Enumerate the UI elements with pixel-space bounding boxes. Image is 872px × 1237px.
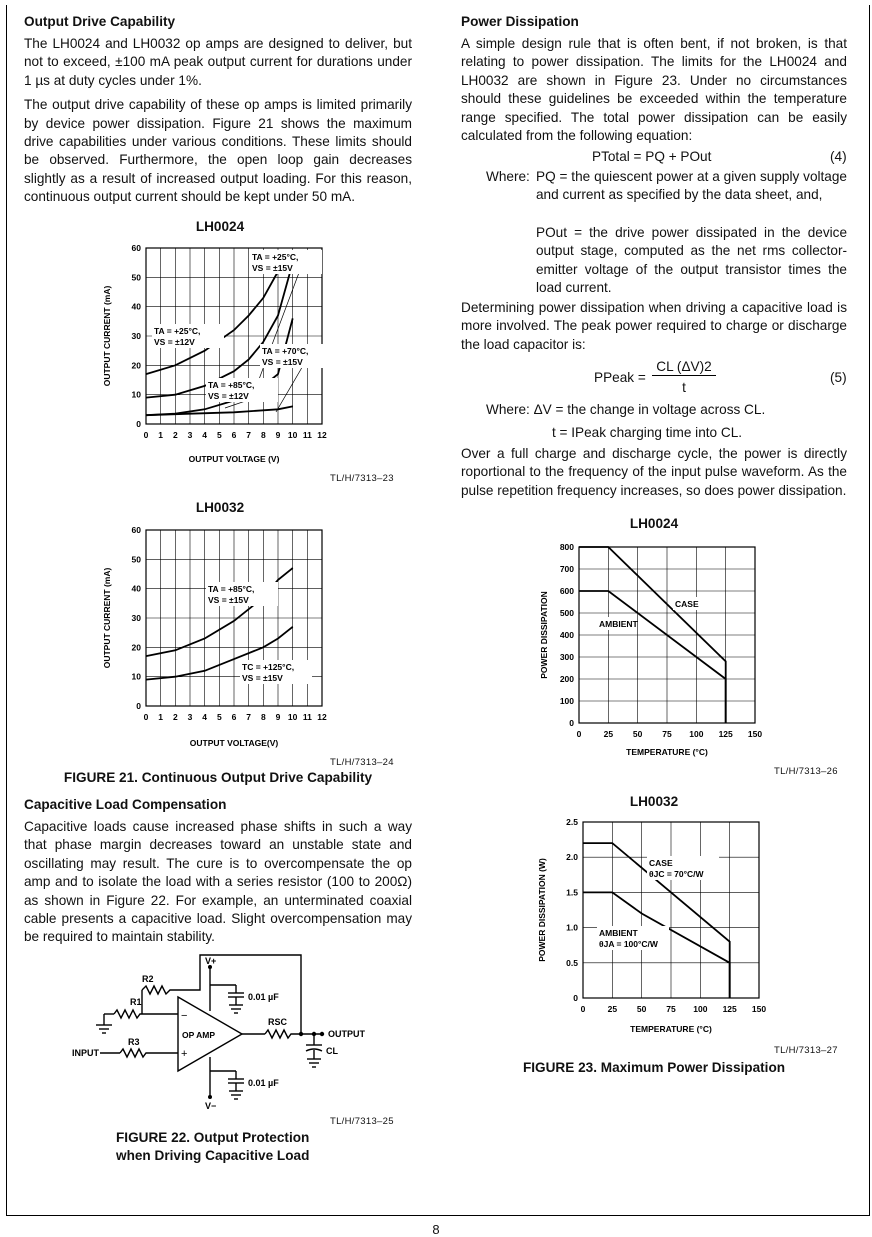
x-tick-label: 10 — [287, 712, 298, 722]
x-tick-label: 2 — [172, 430, 178, 440]
cl-label: CL — [326, 1046, 338, 1056]
figure22-caption-line2: when Driving Capacitive Load — [116, 1148, 310, 1163]
x-axis-label: OUTPUT VOLTAGE (V) — [188, 454, 280, 464]
x-tick-label: 25 — [603, 729, 614, 739]
x-tick-label: 125 — [722, 1004, 737, 1014]
y-tick-label: 2.5 — [566, 817, 578, 827]
power-paragraph-3-wrap — [461, 445, 847, 506]
x-tick-label: 150 — [751, 1004, 767, 1014]
where-label: Where: — [486, 169, 530, 184]
x-tick-label: 12 — [317, 430, 327, 440]
r3-label: R3 — [128, 1037, 140, 1047]
output-label: OUTPUT — [328, 1029, 365, 1039]
x-tick-label: 8 — [260, 712, 266, 722]
y-tick-label: 10 — [131, 389, 141, 400]
y-tick-label: 30 — [131, 613, 141, 623]
output-current-chart-lh0024 — [100, 236, 350, 466]
input-label: INPUT — [72, 1048, 99, 1058]
vminus-label: V− — [205, 1101, 217, 1110]
equation-5-number: (5) — [830, 370, 847, 385]
y-axis-label: POWER DISSIPATION — [539, 591, 549, 679]
chart4-title: LH0032 — [629, 794, 679, 809]
y-tick-label: 0 — [573, 993, 578, 1003]
power-heading: Power Dissipation — [461, 14, 579, 29]
x-tick-label: 100 — [689, 729, 704, 739]
chart3-tl-code: TL/H/7313–26 — [774, 766, 838, 777]
equation-4-number: (4) — [830, 149, 847, 164]
y-tick-label: 60 — [131, 243, 141, 253]
y-tick-label: 20 — [131, 642, 141, 653]
y-tick-label: 50 — [131, 554, 141, 565]
noninverting-sign: + — [181, 1048, 188, 1060]
chart4-tl-code: TL/H/7313–27 — [774, 1045, 838, 1056]
x-tick-label: 1 — [158, 430, 164, 440]
power-paragraph-1: A simple design rule that is often bent, if not broken, is that relating to power dissipation. The limits for the LH0024 and LH0032 are shown in Figure 23. Under no circumstances should these guidelines be exceeded within the temperature range specified. The total power dissipation can be easily calculated from the following equation: — [461, 36, 847, 144]
y-tick-label: 800 — [559, 542, 574, 552]
x-tick-label: 50 — [632, 729, 643, 739]
series-annotation-line1: AMBIENT — [599, 928, 638, 938]
y-tick-label: 200 — [559, 674, 574, 684]
x-tick-label: 5 — [216, 712, 222, 722]
cap-bottom-label: 0.01 µF — [248, 1078, 279, 1088]
chart2-title: LH0032 — [195, 500, 245, 515]
y-tick-label: 20 — [131, 360, 141, 371]
series-annotation-line2: θJA = 100°C/W — [599, 939, 658, 949]
x-tick-label: 1 — [158, 712, 164, 722]
chart2-tl-code: TL/H/7313–24 — [330, 757, 394, 768]
x-tick-label: 3 — [187, 712, 193, 722]
x-tick-label: 9 — [275, 712, 281, 722]
x-tick-label: 0 — [580, 1004, 586, 1014]
y-tick-label: 1.0 — [566, 922, 578, 933]
cap-top-label: 0.01 µF — [248, 992, 279, 1002]
capacitive-heading: Capacitive Load Compensation — [24, 797, 227, 812]
chart-grid — [583, 822, 759, 998]
y-tick-label: 700 — [559, 564, 574, 574]
series-annotation-line1: TA = +85°C, — [208, 584, 255, 594]
y-tick-label: 40 — [131, 301, 141, 312]
output-drive-paragraph-1: The LH0024 and LH0032 op amps are designed to deliver, but not to exceed, ±100 mA peak output current for durations under 1 µs at duty cycles under 1%. — [24, 36, 412, 88]
where-delta-v: Where: ΔV = the change in voltage across CL. — [486, 402, 766, 417]
series-annotation-line2: VS = ±15V — [208, 595, 249, 605]
series-annotation-line1: TA = +25°C, — [252, 252, 299, 262]
x-tick-label: 9 — [275, 430, 281, 440]
x-tick-label: 7 — [246, 430, 252, 440]
output-drive-heading: Output Drive Capability — [24, 14, 176, 29]
r1-label: R1 — [130, 997, 142, 1007]
equation-5-lhs: PPeak = — [594, 370, 646, 385]
chart1-title: LH0024 — [195, 219, 245, 234]
right-column — [461, 14, 847, 151]
x-tick-label: 25 — [607, 1004, 618, 1014]
equation-4: PTotal = PQ + POut — [592, 149, 712, 164]
x-tick-label: 75 — [666, 1004, 676, 1014]
where-pq: PQ = the quiescent power at a given supply voltage and current as specified by the data sheet, and, — [536, 169, 847, 203]
y-tick-label: 0 — [136, 419, 141, 429]
chart1-tl-code: TL/H/7313–23 — [330, 473, 394, 484]
y-tick-label: 30 — [131, 331, 141, 341]
inverting-sign: − — [181, 1010, 188, 1022]
where-t: t = IPeak charging time into CL. — [552, 425, 743, 440]
series-annotation-line2: VS = ±12V — [208, 391, 249, 401]
series-annotation-line2: VS = ±15V — [252, 263, 293, 273]
x-tick-label: 7 — [246, 712, 252, 722]
x-axis-label: TEMPERATURE (°C) — [626, 747, 708, 757]
y-axis-label: POWER DISSIPATION (W) — [537, 858, 547, 962]
rsc-label: RSC — [268, 1017, 288, 1027]
power-dissipation-chart-lh0032 — [535, 810, 785, 1040]
series-annotation: AMBIENT — [599, 619, 638, 629]
output-drive-paragraph-2: The output drive capability of these op amps is limited primarily by device power dissipation. Figure 21 shows the maximum drive capabilities under various conditions. These limits should be observed. Furthermore, the open loop gain decreases slightly as a result of increased output loading. For this reason, continuous output current should be kept under 50 mA. — [24, 97, 412, 205]
y-tick-label: 60 — [131, 525, 141, 535]
series-annotation-line2: VS = ±15V — [262, 357, 303, 367]
x-tick-label: 100 — [693, 1004, 708, 1014]
series-annotation: CASE — [675, 599, 699, 609]
x-tick-label: 6 — [231, 712, 237, 722]
y-tick-label: 40 — [131, 583, 141, 594]
y-tick-label: 600 — [559, 586, 574, 596]
series-annotation-line1: TC = +125°C, — [242, 662, 295, 672]
opamp-label: OP AMP — [182, 1030, 216, 1040]
x-tick-label: 6 — [231, 430, 237, 440]
figure23-caption: FIGURE 23. Maximum Power Dissipation — [522, 1060, 786, 1075]
x-tick-label: 75 — [662, 729, 672, 739]
power-paragraph-3: Over a full charge and discharge cycle, the power is directly roportional to the frequency of the input pulse waveform. As the pulse repetition frequency increases, so does power dissipation. — [461, 446, 847, 498]
series-annotation-line1: CASE — [649, 858, 673, 868]
x-tick-label: 150 — [747, 729, 763, 739]
y-tick-label: 500 — [559, 608, 574, 618]
annotation-leader — [276, 364, 304, 412]
series-annotation-line2: VS = ±15V — [242, 673, 283, 683]
output-current-chart-lh0032 — [100, 518, 350, 748]
x-tick-label: 10 — [287, 430, 298, 440]
fig22-tl-code: TL/H/7313–25 — [330, 1116, 394, 1127]
y-tick-label: 0 — [569, 718, 574, 728]
capacitive-section — [24, 797, 412, 953]
x-tick-label: 125 — [718, 729, 733, 739]
vplus-label: V+ — [205, 956, 217, 966]
x-tick-label: 11 — [302, 430, 312, 440]
r2-label: R2 — [142, 974, 154, 984]
x-tick-label: 4 — [202, 430, 208, 440]
y-tick-label: 300 — [559, 652, 574, 662]
left-column — [24, 14, 412, 213]
y-tick-label: 50 — [131, 272, 141, 283]
equation-5-denominator: t — [682, 380, 686, 395]
series-annotation-line1: TA = +70°C, — [262, 346, 309, 356]
power-dissipation-chart-lh0024 — [535, 535, 785, 765]
x-axis-label: TEMPERATURE (°C) — [630, 1024, 712, 1034]
series-annotation-line2: VS = ±12V — [154, 337, 195, 347]
y-tick-label: 400 — [559, 630, 574, 640]
output-protection-schematic — [60, 945, 380, 1110]
y-axis-label: OUTPUT CURRENT (mA) — [102, 285, 112, 387]
x-tick-label: 0 — [143, 712, 149, 722]
x-tick-label: 11 — [302, 712, 312, 722]
y-tick-label: 2.0 — [566, 852, 578, 863]
y-tick-label: 10 — [131, 671, 141, 682]
power-paragraph-2-wrap — [461, 299, 847, 360]
figure22-caption — [116, 1129, 309, 1165]
y-tick-label: 100 — [559, 696, 574, 706]
series-annotation-line2: θJC = 70°C/W — [649, 869, 704, 879]
x-tick-label: 8 — [260, 430, 266, 440]
x-tick-label: 12 — [317, 712, 327, 722]
x-tick-label: 5 — [216, 430, 222, 440]
page-number: 8 — [432, 1222, 440, 1237]
series-annotation-line1: TA = +85°C, — [208, 380, 255, 390]
where-pout: POut = the drive power dissipated in the device output stage, computed as the net rms collector-emitter voltage of the output transistor times the load current. — [536, 225, 847, 296]
x-tick-label: 3 — [187, 430, 193, 440]
series-annotation-line1: TA = +25°C, — [154, 326, 201, 336]
x-axis-label: OUTPUT VOLTAGE(V) — [189, 738, 279, 748]
power-paragraph-2: Determining power dissipation when driving a capacitive load is more involved. The peak power required to charge or discharge the load capacitor is: — [461, 300, 847, 352]
chart3-title: LH0024 — [629, 516, 679, 531]
x-tick-label: 4 — [202, 712, 208, 722]
y-axis-label: OUTPUT CURRENT (mA) — [102, 567, 112, 669]
figure22-caption-line1: FIGURE 22. Output Protection — [116, 1130, 310, 1145]
y-tick-label: 1.5 — [566, 887, 578, 898]
y-tick-label: 0.5 — [566, 957, 578, 968]
x-tick-label: 2 — [172, 712, 178, 722]
equation-5-numerator: CL (ΔV)2 — [652, 359, 716, 376]
x-tick-label: 0 — [576, 729, 582, 739]
series-line-2 — [146, 272, 278, 375]
figure21-caption: FIGURE 21. Continuous Output Drive Capability — [63, 770, 373, 785]
capacitive-paragraph: Capacitive loads cause increased phase shifts in such a way that phase margin decreases toward an unstable state and oscillating may result. The cure is to overcompensate the op amp and to isolate the load with a series resistor (100 to 200Ω) as shown in Figure 22. For example, an unterminated coaxial cable presents a capacitive load. Slight overcompensation may be required to maintain stability. — [24, 819, 412, 945]
x-tick-label: 50 — [636, 1004, 647, 1014]
y-tick-label: 0 — [136, 701, 141, 711]
x-tick-label: 0 — [143, 430, 149, 440]
